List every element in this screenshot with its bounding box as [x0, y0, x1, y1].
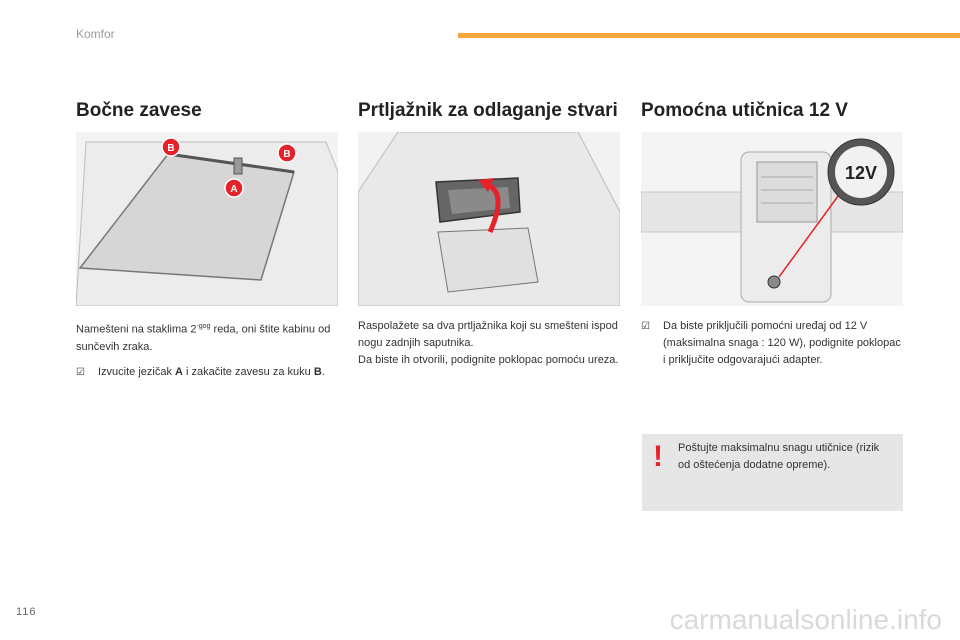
socket-instruction: ☑ Da biste priključili pomoćni uređaj od 12 V (maksimalna snaga : 120 W), podignite poklopac i priključite odgovarajući adapter. [641, 318, 903, 369]
warning-box [642, 434, 903, 511]
side-curtains-title: Bočne zavese [76, 100, 202, 121]
checkbox-bullet-icon: ☑ [641, 321, 650, 332]
side-curtains-text [76, 318, 338, 381]
column-socket [641, 100, 903, 130]
svg-text:12V: 12V [844, 163, 878, 183]
svg-text:B: B [167, 143, 175, 154]
callout-b-left [162, 138, 180, 156]
storage-text [358, 318, 620, 369]
socket-12v-icon [828, 139, 894, 205]
svg-text:B: B [283, 149, 291, 160]
svg-text:A: A [230, 184, 238, 195]
underfloor-storage-illustration [358, 132, 620, 306]
side-curtains-intro: Namešteni na staklima $2^{-gog}$ reda, oni štite kabinu od sunčevih zraka. [76, 323, 331, 353]
section-label: Komfor [76, 27, 115, 41]
checkbox-bullet-icon: ☑ [76, 366, 85, 378]
callout-a [225, 179, 243, 197]
storage-title: Prtljažnik za odlaganje stvari [358, 100, 618, 121]
storage-para1: Raspolažete sa dva prtljažnika koji su smešteni ispod nogu zadnjih saputnika. [358, 320, 618, 349]
column-storage [358, 100, 620, 130]
callout-b-right [278, 144, 296, 162]
warning-exclamation-icon: ! [653, 440, 663, 473]
column-side-curtains [76, 100, 338, 130]
header-accent-bar [458, 33, 960, 38]
warning-text: Poštujte maksimalnu snagu utičnice (rizik od oštećenja dodatne opreme). [678, 442, 880, 471]
socket-12v-illustration [641, 132, 903, 306]
side-curtains-instruction: ☑ Izvucite jezičak A i zakačite zavesu za kuku B. [76, 364, 338, 381]
watermark: carmanualsonline.info [669, 604, 942, 635]
page-number: 116 [16, 606, 37, 618]
socket-title: Pomoćna utičnica 12 V [641, 100, 848, 121]
side-curtain-illustration [76, 132, 338, 306]
socket-text [641, 318, 903, 369]
storage-para2: Da biste ih otvorili, podignite poklopac pomoću ureza. [358, 354, 619, 366]
